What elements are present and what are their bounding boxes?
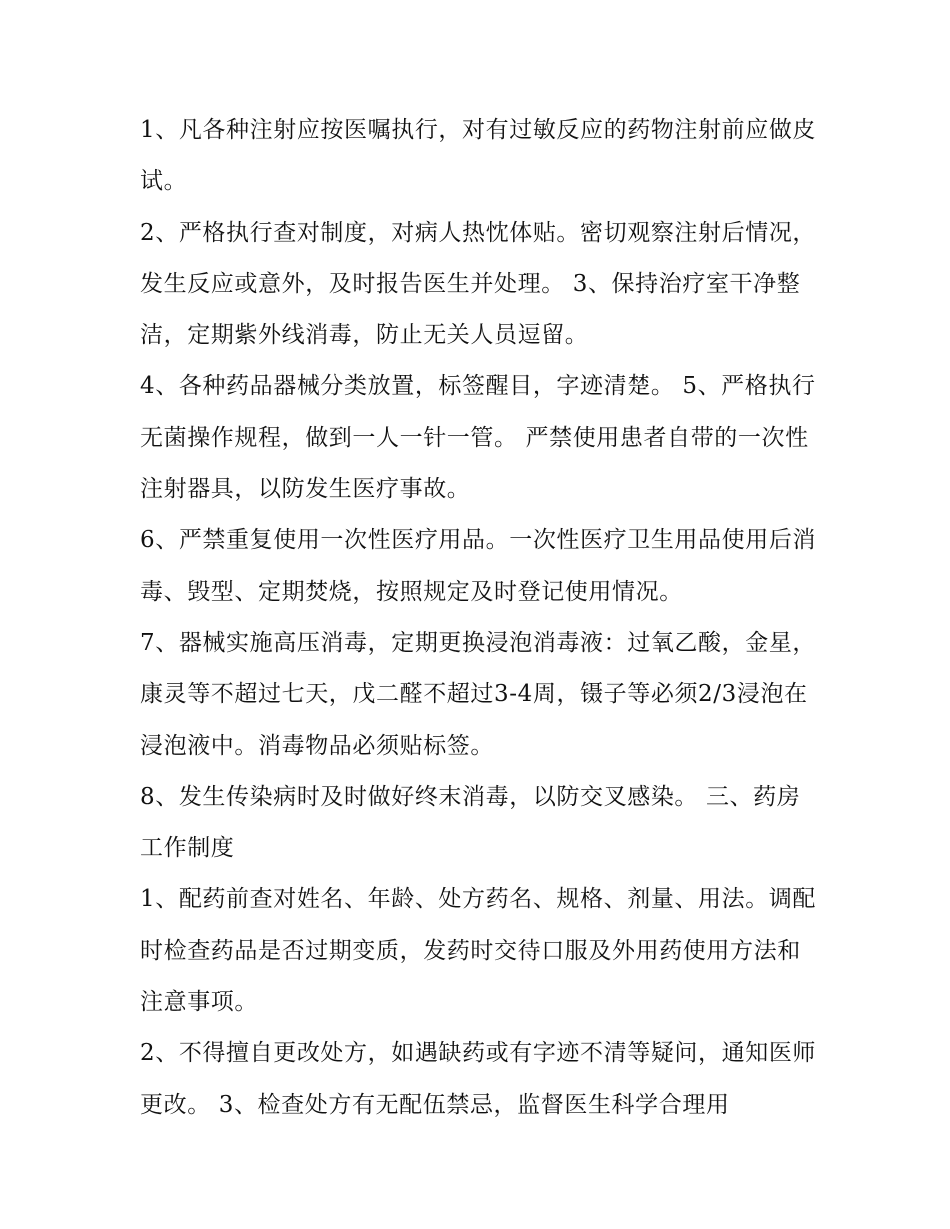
paragraph-6: 8、发生传染病时及时做好终末消毒，以防交叉感染。 三、药房工作制度 [140, 783, 801, 862]
paragraph-2: 2、严格执行查对制度，对病人热忱体贴。密切观察注射后情况，发生反应或意外，及时报告医生并处理。 3、保持治疗室干净整洁，定期紫外线消毒，防止无关人员逗留。 [140, 219, 817, 349]
paragraph-8: 2、不得擅自更改处方，如遇缺药或有字迹不清等疑问，通知医师更改。 3、检查处方有无配伍禁忌，监督医生科学合理用 [140, 1040, 817, 1118]
paragraph-3: 4、各种药品器械分类放置，标签醒目，字迹清楚。 5、严格执行无菌操作规程，做到一人一针一管。 严禁使用患者自带的一次性注射器具，以防发生医疗事故。 [140, 373, 816, 503]
paragraph-7: 1、配药前查对姓名、年龄、处方药名、规格、剂量、用法。调配时检查药品是否过期变质，发药时交待口服及外用药使用方法和注意事项。 [140, 886, 817, 1016]
paragraph-5: 7、器械实施高压消毒，定期更换浸泡消毒液：过氧乙酸，金星，康灵等不超过七天，戊二醛不超过3-4周，镊子等必须2/3浸泡在浸泡液中。消毒物品必须贴标签。 [140, 629, 817, 759]
paragraph-1: 1、凡各种注射应按医嘱执行，对有过敏反应的药物注射前应做皮试。 [140, 117, 817, 195]
document-body [140, 105, 820, 1131]
paragraph-4: 6、严禁重复使用一次性医疗用品。一次性医疗卫生用品使用后消毒、毁型、定期焚烧，按照规定及时登记使用情况。 [140, 527, 817, 605]
